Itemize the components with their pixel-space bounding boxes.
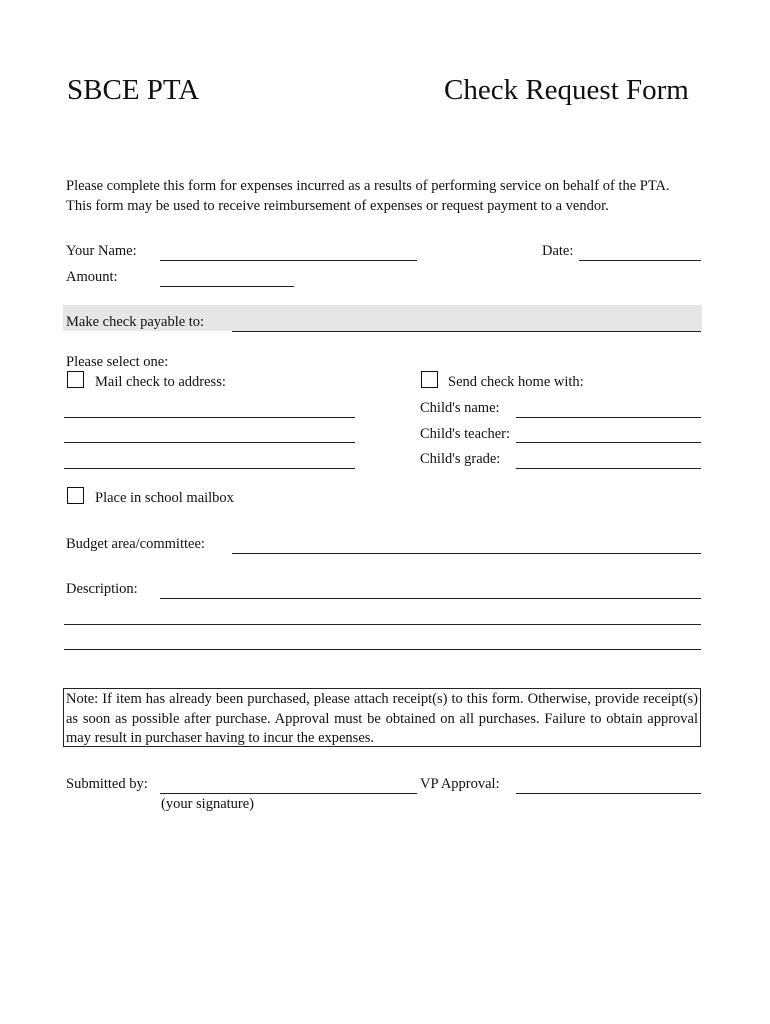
your-name-field[interactable] (160, 238, 417, 261)
child-name-field[interactable] (516, 395, 701, 418)
intro-line-2: This form may be used to receive reimbursement of expenses or request payment to a vendor. (66, 198, 609, 214)
child-teacher-field[interactable] (516, 420, 701, 443)
budget-label: Budget area/committee: (66, 536, 205, 552)
note-box: Note: If item has already been purchased, please attach receipt(s) to this form. Otherwise, provide receipt(s) as soon as possible after purchase. Approval must be obtained on all purchases. Failure to obtain approval may result in purchaser having to incur the expenses. (63, 688, 701, 747)
child-name-label: Child's name: (420, 400, 500, 416)
amount-label: Amount: (66, 269, 118, 285)
vp-approval-label: VP Approval: (420, 776, 500, 792)
payable-label: Make check payable to: (66, 314, 205, 330)
send-home-checkbox[interactable] (421, 371, 438, 388)
school-mailbox-checkbox[interactable] (67, 487, 84, 504)
amount-field[interactable] (160, 264, 294, 287)
address-line-1[interactable] (64, 395, 355, 418)
description-label: Description: (66, 581, 138, 597)
form-title: Check Request Form (444, 74, 689, 106)
send-home-label: Send check home with: (448, 374, 584, 390)
date-label: Date: (542, 243, 574, 259)
org-name: SBCE PTA (67, 74, 200, 106)
description-field-1[interactable] (160, 576, 701, 599)
child-grade-label: Child's grade: (420, 451, 501, 467)
description-field-2[interactable] (64, 602, 701, 625)
vp-approval-field[interactable] (516, 771, 701, 794)
signature-hint: (your signature) (161, 796, 255, 812)
select-one-label: Please select one: (66, 354, 169, 370)
child-grade-field[interactable] (516, 446, 701, 469)
payable-to-field[interactable] (232, 309, 701, 332)
budget-field[interactable] (232, 531, 701, 554)
school-mailbox-label: Place in school mailbox (95, 490, 234, 506)
submitted-by-field[interactable] (160, 771, 417, 794)
child-teacher-label: Child's teacher: (420, 426, 510, 442)
address-line-3[interactable] (64, 446, 355, 469)
submitted-by-label: Submitted by: (66, 776, 148, 792)
date-field[interactable] (579, 238, 701, 261)
address-line-2[interactable] (64, 420, 355, 443)
your-name-label: Your Name: (66, 243, 137, 259)
intro-line-1: Please complete this form for expenses incurred as a results of performing service on behalf of the PTA. (66, 178, 670, 194)
mail-check-checkbox[interactable] (67, 371, 84, 388)
description-field-3[interactable] (64, 627, 701, 650)
mail-check-label: Mail check to address: (95, 374, 226, 390)
